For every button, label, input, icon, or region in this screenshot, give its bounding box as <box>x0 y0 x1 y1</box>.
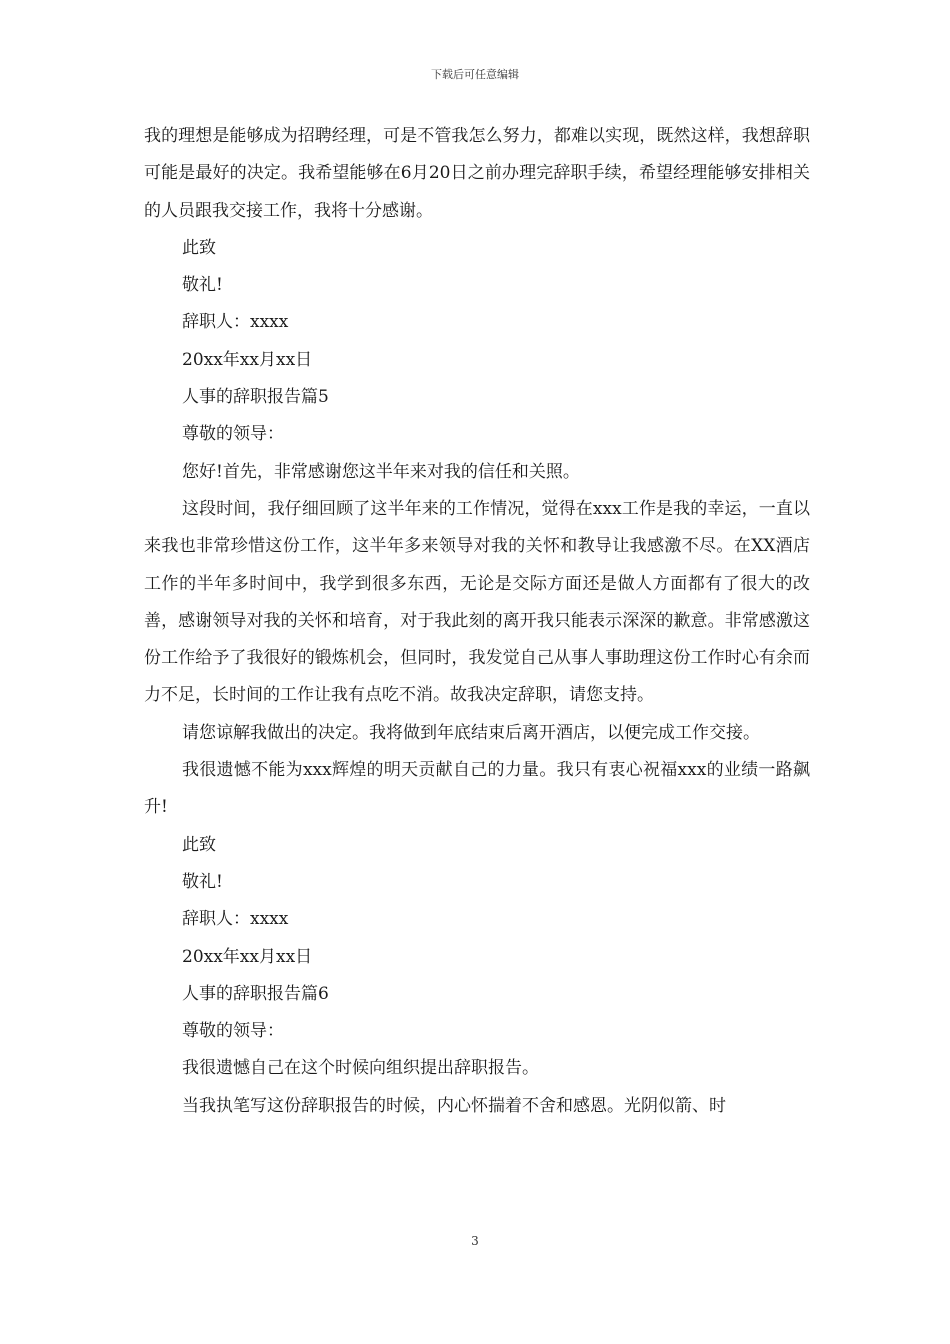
paragraph: 辞职人：xxxx <box>182 312 289 333</box>
paragraph: 我很遗憾自己在这个时候向组织提出辞职报告。 <box>182 1058 539 1079</box>
paragraph: 20xx年xx月xx日 <box>182 946 313 967</box>
paragraph: 敬礼! <box>182 275 223 296</box>
paragraph: 人事的辞职报告篇6 <box>182 983 329 1004</box>
paragraph: 人事的辞职报告篇5 <box>182 387 329 408</box>
paragraph: 此致 <box>182 237 216 258</box>
paragraph: 此致 <box>182 834 216 855</box>
paragraph: 辞职人：xxxx <box>182 909 289 930</box>
document-body <box>144 118 810 1125</box>
paragraph: 敬礼! <box>182 871 223 892</box>
paragraph: 请您谅解我做出的决定。我将做到年底结束后离开酒店，以便完成工作交接。 <box>182 722 760 743</box>
paragraph: 尊敬的领导： <box>182 1021 284 1042</box>
paragraph: 尊敬的领导： <box>182 424 284 445</box>
paragraph: 我的理想是能够成为招聘经理，可是不管我怎么努力，都难以实现，既然这样，我想辞职可能是最好的决定。我希望能够在6月20日之前办理完辞职手续，希望经理能够安排相关的人员跟我交接工作，我将十分感谢。 <box>144 126 810 221</box>
paragraph: 这段时间，我仔细回顾了这半年来的工作情况，觉得在xxx工作是我的幸运，一直以来我也非常珍惜这份工作，这半年多来领导对我的关怀和教导让我感激不尽。在XX酒店工作的半年多时间中，我学到很多东西，无论是交际方面还是做人方面都有了很大的改善，感谢领导对我的关怀和培育，对于我此刻的离开我只能表示深深的歉意。非常感激这份工作给予了我很好的锻炼机会，但同时，我发觉自己从事人事助理这份工作时心有余而力不足，长时间的工作让我有点吃不消。故我决定辞职，请您支持。 <box>144 498 810 706</box>
paragraph: 您好!首先，非常感谢您这半年来对我的信任和关照。 <box>182 461 580 482</box>
page-number: 3 <box>471 1234 479 1248</box>
paragraph: 我很遗憾不能为xxx辉煌的明天贡献自己的力量。我只有衷心祝福xxx的业绩一路飙升! <box>144 760 810 818</box>
page-header: 下载后可任意编辑 <box>431 68 519 81</box>
paragraph: 20xx年xx月xx日 <box>182 349 313 370</box>
paragraph: 当我执笔写这份辞职报告的时候，内心怀揣着不舍和感恩。光阴似箭、时 <box>182 1095 726 1116</box>
